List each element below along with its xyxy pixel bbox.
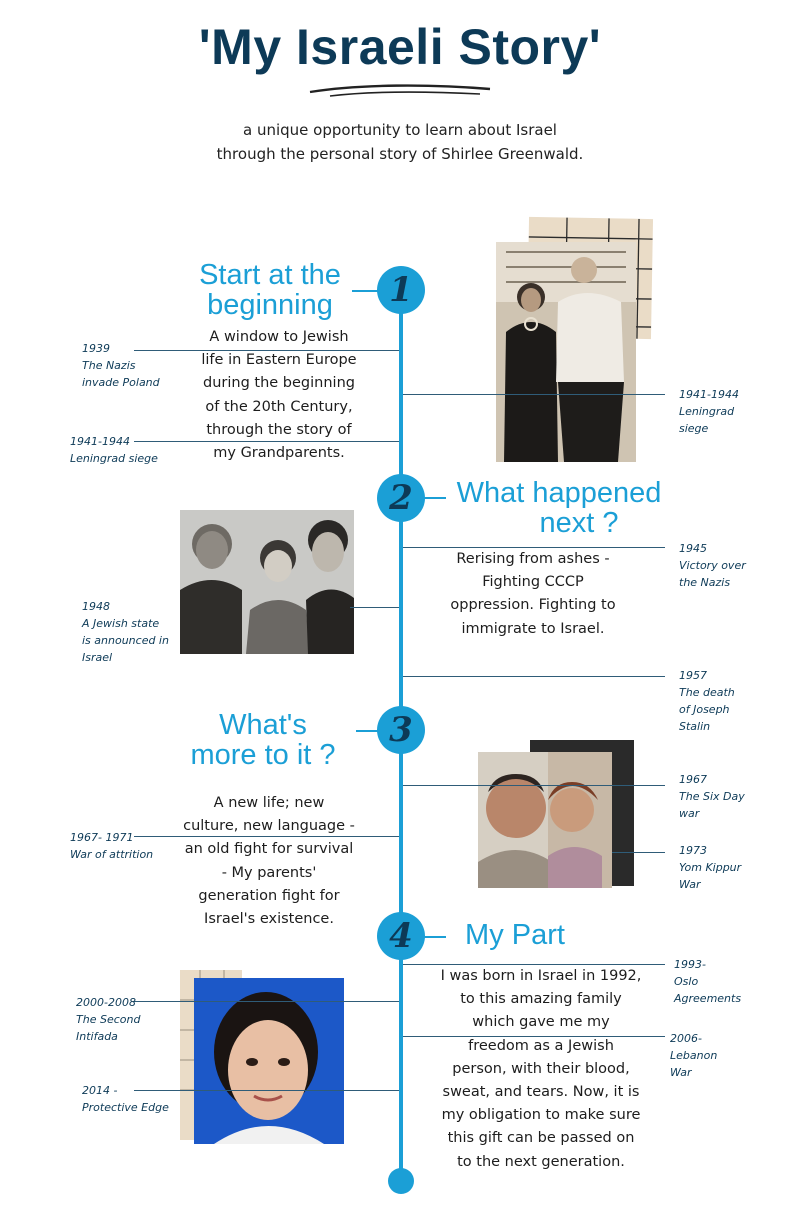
- section-4-number: 4: [377, 912, 425, 960]
- section-2-heading: What happened next ?: [456, 477, 662, 539]
- note-2000: 2000-2008 The Second Intifada: [76, 996, 141, 1043]
- photo-family: [180, 510, 354, 654]
- photo-grandparents: [496, 242, 636, 462]
- section-4-heading: My Part: [465, 919, 565, 951]
- note-1941-left: 1941-1944 Leningrad siege: [70, 435, 158, 465]
- photo-child: [194, 978, 344, 1144]
- note-1939: 1939 The Nazis invade Poland: [82, 342, 160, 389]
- hand-drawn-underline-icon: [300, 80, 500, 102]
- note-2000-tick: [134, 1001, 399, 1002]
- note-1945: 1945 Victory over the Nazis: [679, 542, 746, 589]
- section-4-body: I was born in Israel in 1992, to this amazing family which gave me my freedom as a Jewish person, with their blood, sweat, and tears. Now, it is my obligation to make sure this gift can be passed on to the next generation.: [440, 968, 642, 1170]
- page-title: 'My Israeli Story': [198, 19, 602, 75]
- page-subtitle: a unique opportunity to learn about Israel through the personal story of Shirlee Greenwald.: [216, 121, 584, 163]
- section-1-body: A window to Jewish life in Eastern Europe during the beginning of the 20th Century, through the story of my Grandparents.: [201, 329, 357, 462]
- note-2006: 2006- Lebanon War: [670, 1032, 718, 1079]
- note-1941-left-tick: [134, 441, 399, 442]
- note-1941-right-tick: [403, 394, 665, 395]
- note-1957-tick: [403, 676, 665, 677]
- section-2-connector: [420, 497, 446, 499]
- note-1945-tick: [403, 547, 665, 548]
- note-1957: 1957 The death of Joseph Stalin: [679, 669, 735, 733]
- note-1948-tick: [350, 607, 399, 608]
- section-3-heading: What's more to it ?: [190, 709, 336, 771]
- note-2014: 2014 - Protective Edge: [82, 1084, 169, 1114]
- note-1939-tick: [134, 350, 399, 351]
- note-1967-tick: [403, 785, 665, 786]
- photo-parents: [478, 752, 612, 888]
- section-2-body: Rerising from ashes - Fighting CCCP oppression. Fighting to immigrate to Israel.: [450, 551, 616, 637]
- note-1948: 1948 A Jewish state is announced in Israel: [82, 600, 169, 664]
- section-3-body: A new life; new culture, new language - an old fight for survival - My parents' generation fight for Israel's existence.: [183, 795, 355, 928]
- section-2-number: 2: [377, 474, 425, 522]
- note-1967: 1967 The Six Day war: [679, 773, 745, 820]
- section-1-number: 1: [377, 266, 425, 314]
- note-1993-tick: [403, 964, 665, 965]
- section-1-heading: Start at the beginning: [199, 259, 341, 321]
- note-1967-1971-tick: [134, 836, 399, 837]
- note-2006-tick: [403, 1036, 665, 1037]
- section-3-number: 3: [377, 706, 425, 754]
- note-1993: 1993- Oslo Agreements: [674, 958, 742, 1005]
- note-1941-right: 1941-1944 Leningrad siege: [679, 388, 739, 435]
- section-4-connector: [420, 936, 446, 938]
- timeline-end-dot: [388, 1168, 414, 1194]
- note-1973-tick: [612, 852, 665, 853]
- note-1973: 1973 Yom Kippur War: [679, 844, 742, 891]
- note-2014-tick: [134, 1090, 399, 1091]
- note-1967-1971: 1967- 1971 War of attrition: [70, 831, 154, 861]
